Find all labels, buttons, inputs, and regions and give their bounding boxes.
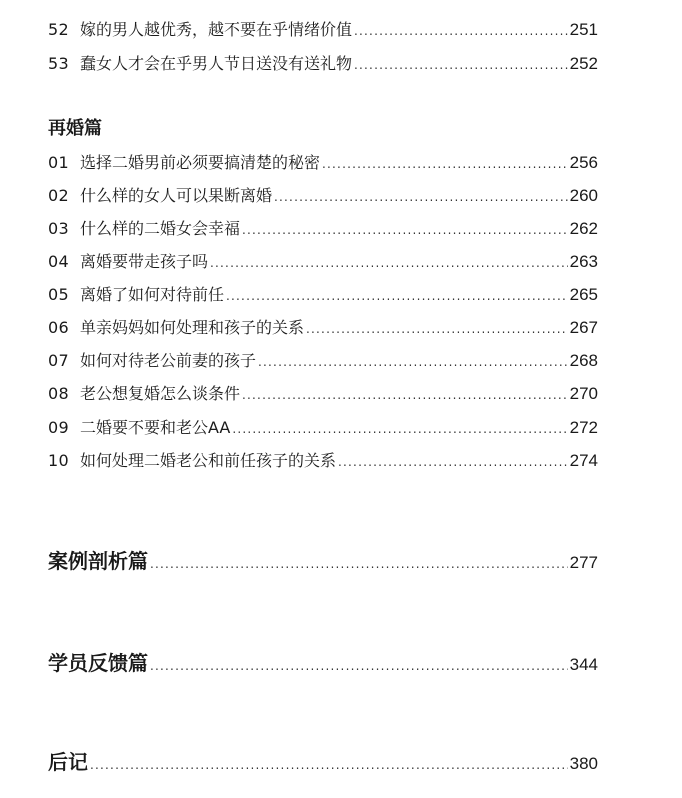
dot-leader [150,551,568,577]
chapter-entry [48,749,598,778]
dot-leader [232,419,567,439]
dot-leader [242,220,568,240]
chapter-title: 案例剖析篇 [48,549,148,573]
dot-leader [210,253,568,273]
entry-title: 选择二婚男前必须要搞清楚的秘密 [80,153,321,172]
entry-page: 262 [569,219,598,238]
toc-entry [48,318,598,339]
entry-title: 单亲妈妈如何处理和孩子的关系 [80,318,305,337]
section-heading: 再婚篇 [48,118,102,139]
toc-entry [48,252,598,273]
entry-page: 272 [569,418,598,437]
chapter-entry [48,548,598,577]
entry-number: 01 [48,153,69,172]
entry-title: 二婚要不要和老公AA [80,418,231,437]
entry-number: 03 [48,219,69,238]
entry-title: 蠢女人才会在乎男人节日送没有送礼物 [80,54,353,73]
dot-leader [354,21,568,41]
toc-entry [48,54,598,75]
toc-entry [48,418,598,439]
entry-title: 离婚要带走孩子吗 [80,252,209,271]
entry-number: 04 [48,252,69,271]
chapter-page: 344 [569,655,598,674]
entry-title: 老公想复婚怎么谈条件 [80,384,241,403]
toc-entry [48,451,598,472]
entry-title: 离婚了如何对待前任 [80,285,225,304]
entry-number: 09 [48,418,69,437]
entry-number: 52 [48,20,69,39]
chapter-entry [48,650,598,679]
chapter-page: 380 [569,754,598,773]
dot-leader [354,55,568,75]
entry-number: 07 [48,351,69,370]
entry-page: 268 [569,351,598,370]
dot-leader [322,154,568,174]
toc-entry [48,384,598,405]
entry-number: 02 [48,186,69,205]
entry-page: 267 [569,318,598,337]
toc-entry [48,20,598,41]
dot-leader [150,653,568,679]
chapter-title: 后记 [48,750,88,774]
entry-page: 263 [569,252,598,271]
toc-entry [48,219,598,240]
entry-page: 256 [569,153,598,172]
entry-page: 265 [569,285,598,304]
entry-title: 什么样的二婚女会幸福 [80,219,241,238]
dot-leader [226,286,568,306]
dot-leader [338,452,568,472]
toc-entry [48,186,598,207]
entry-number: 10 [48,451,69,470]
entry-page: 251 [569,20,598,39]
entry-page: 252 [569,54,598,73]
entry-number: 05 [48,285,69,304]
toc-entry [48,153,598,174]
dot-leader [258,352,568,372]
entry-title: 什么样的女人可以果断离婚 [80,186,273,205]
entry-number: 08 [48,384,69,403]
dot-leader [90,752,568,778]
entry-title: 如何对待老公前妻的孩子 [80,351,257,370]
entry-number: 53 [48,54,69,73]
toc-entry [48,351,598,372]
entry-page: 270 [569,384,598,403]
dot-leader [306,319,568,339]
entry-number: 06 [48,318,69,337]
entry-title: 如何处理二婚老公和前任孩子的关系 [80,451,337,470]
dot-leader [242,385,568,405]
chapter-title: 学员反馈篇 [48,651,148,675]
dot-leader [274,187,568,207]
chapter-page: 277 [569,553,598,572]
toc-entry [48,285,598,306]
entry-page: 260 [569,186,598,205]
entry-page: 274 [569,451,598,470]
entry-title: 嫁的男人越优秀，越不要在乎情绪价值 [80,20,353,39]
